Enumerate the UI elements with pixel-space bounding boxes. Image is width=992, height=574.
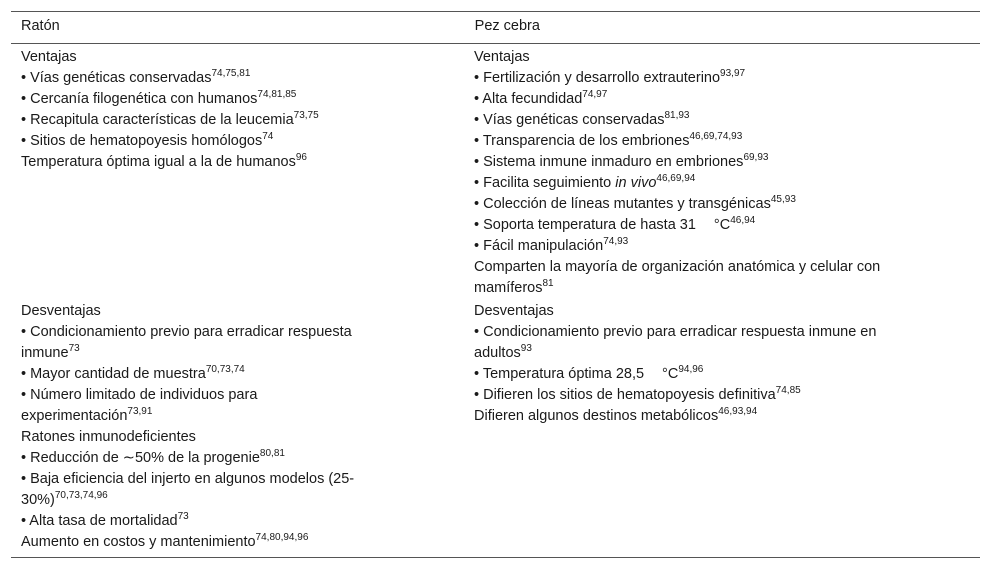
raton-advantages-cell <box>11 47 464 299</box>
list-item: • Temperatura óptima 28,5 $^\circ C^{94,96}$ <box>474 364 704 382</box>
list-item: • Colección de líneas mutantes y transgénicas$^{45,93}$ <box>474 194 796 212</box>
pez-advantages-cell <box>464 47 980 299</box>
list-item: • Vías genéticas conservadas$^{74,75,81}$ <box>21 68 251 86</box>
list-item: • Número limitado de individuos para experimentación$^{73,91}$ <box>21 387 258 424</box>
list-item: • Recapitula características de la leucemia$^{73,75}$ <box>21 110 319 128</box>
pez-disadvantages-cell <box>464 301 980 553</box>
list-item: Ratones inmunodeficientes <box>21 429 196 445</box>
table-header <box>11 12 980 44</box>
header-raton: Ratón <box>21 18 60 34</box>
list-item: • Transparencia de los embriones$^{46,69,74,93}$ <box>474 131 743 149</box>
list-item: • Condicionamiento previo para erradicar respuesta inmune$^{73}$ <box>21 324 352 361</box>
advantages-row <box>11 44 980 299</box>
list-item: • Fácil manipulación$^{74,93}$ <box>474 236 629 254</box>
disadvantages-row <box>11 299 980 557</box>
section-title: Desventajas <box>474 303 554 319</box>
list-item: • Alta tasa de mortalidad$^{73}$ <box>21 511 189 529</box>
list-item: Temperatura óptima igual a la de humanos$^{96}$ <box>21 152 307 170</box>
list-item: • Baja eficiencia del injerto en algunos modelos $(25-30\%)^{70,73,74,96}$ <box>21 471 355 508</box>
list-item: • Reducción de ∼50% de la progenie$^{80,81}$ <box>21 448 285 466</box>
list-item: • Cercanía filogenética con humanos$^{74,81,85}$ <box>21 89 297 107</box>
list-item: • Sitios de hematopoyesis homólogos$^{74}$ <box>21 131 274 149</box>
list-item: • Facilita seguimiento in vivo$^{46,69,94}$ <box>474 173 696 191</box>
header-pez-cebra: Pez cebra <box>474 18 540 34</box>
comparison-table <box>11 11 980 558</box>
list-item: • Difieren los sitios de hematopoyesis definitiva$^{74,85}$ <box>474 385 801 403</box>
list-item: Difieren algunos destinos metabólicos$^{46,93,94}$ <box>474 406 758 424</box>
list-item: • Fertilización y desarrollo extrauterino$^{93,97}$ <box>474 68 746 86</box>
list-item: • Condicionamiento previo para erradicar respuesta inmune en adultos$^{93}$ <box>474 324 877 361</box>
list-item: • Mayor cantidad de muestra$^{70,73,74}$ <box>21 364 245 382</box>
list-item: Comparten la mayoría de organización anatómica y celular con mamíferos$^{81}$ <box>474 259 881 296</box>
list-item: • Sistema inmune inmaduro en embriones$^{69,93}$ <box>474 152 769 170</box>
raton-disadvantages-cell <box>11 301 464 553</box>
list-item: • Vías genéticas conservadas$^{81,93}$ <box>474 110 690 128</box>
list-item: Aumento en costos y mantenimiento$^{74,80,94,96}$ <box>21 532 309 550</box>
list-item: • Alta fecundidad$^{74,97}$ <box>474 89 608 107</box>
section-title: Ventajas <box>21 49 77 65</box>
section-title: Desventajas <box>21 303 101 319</box>
section-title: Ventajas <box>474 49 530 65</box>
list-item: • Soporta temperatura de hasta 31 $^\circ C^{46,94}$ <box>474 215 756 233</box>
